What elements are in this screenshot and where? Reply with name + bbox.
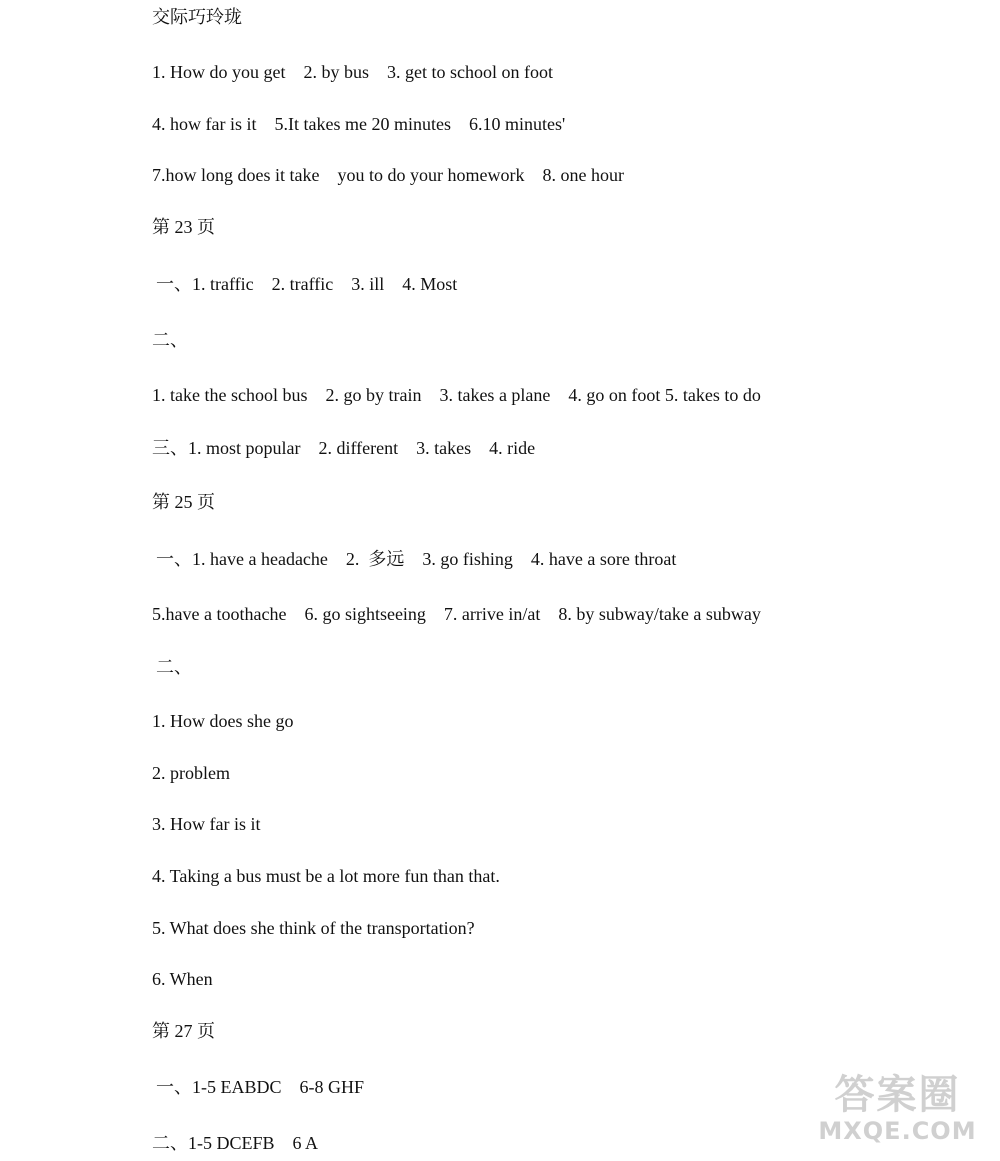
section-title: 交际巧玲珑 xyxy=(152,7,242,27)
answer-line: 1. How do you get 2. by bus 3. get to school on foot xyxy=(152,62,553,82)
answer-line: 2. problem xyxy=(152,763,230,783)
answer-line: 5. What does she think of the transportation? xyxy=(152,918,475,938)
page-heading: 第 23 页 xyxy=(152,217,215,237)
answer-line: 二、1-5 DCEFB 6 A xyxy=(152,1133,319,1153)
page-heading: 第 27 页 xyxy=(152,1021,215,1041)
answer-line: 6. When xyxy=(152,969,213,989)
answer-line: 5.have a toothache 6. go sightseeing 7. arrive in/at 8. by subway/take a subway xyxy=(152,604,761,624)
answer-line: 4. how far is it 5.It takes me 20 minutes 6.10 minutes' xyxy=(152,114,566,134)
site-watermark xyxy=(805,1073,990,1153)
answer-line: 一、1-5 EABDC 6-8 GHF xyxy=(156,1077,365,1097)
answer-line: 1. How does she go xyxy=(152,711,294,731)
answer-line: 一、1. have a headache 2. 多远 3. go fishing 4. have a sore throat xyxy=(156,549,677,569)
answer-line: 1. take the school bus 2. go by train 3. takes a plane 4. go on foot 5. takes to do xyxy=(152,385,761,405)
answer-line: 3. How far is it xyxy=(152,814,261,834)
section-marker: 二、 xyxy=(156,657,192,677)
page-heading: 第 25 页 xyxy=(152,492,215,512)
watermark-logo-text: 答案圈 xyxy=(834,1072,961,1118)
answer-line: 7.how long does it take you to do your homework 8. one hour xyxy=(152,165,624,185)
answer-line: 4. Taking a bus must be a lot more fun than that. xyxy=(152,866,500,886)
answer-line: 三、1. most popular 2. different 3. takes 4. ride xyxy=(152,438,536,458)
answer-line: 一、1. traffic 2. traffic 3. ill 4. Most xyxy=(156,274,458,294)
section-marker: 二、 xyxy=(152,330,188,350)
watermark-url-text: MXQE.COM xyxy=(818,1117,977,1145)
